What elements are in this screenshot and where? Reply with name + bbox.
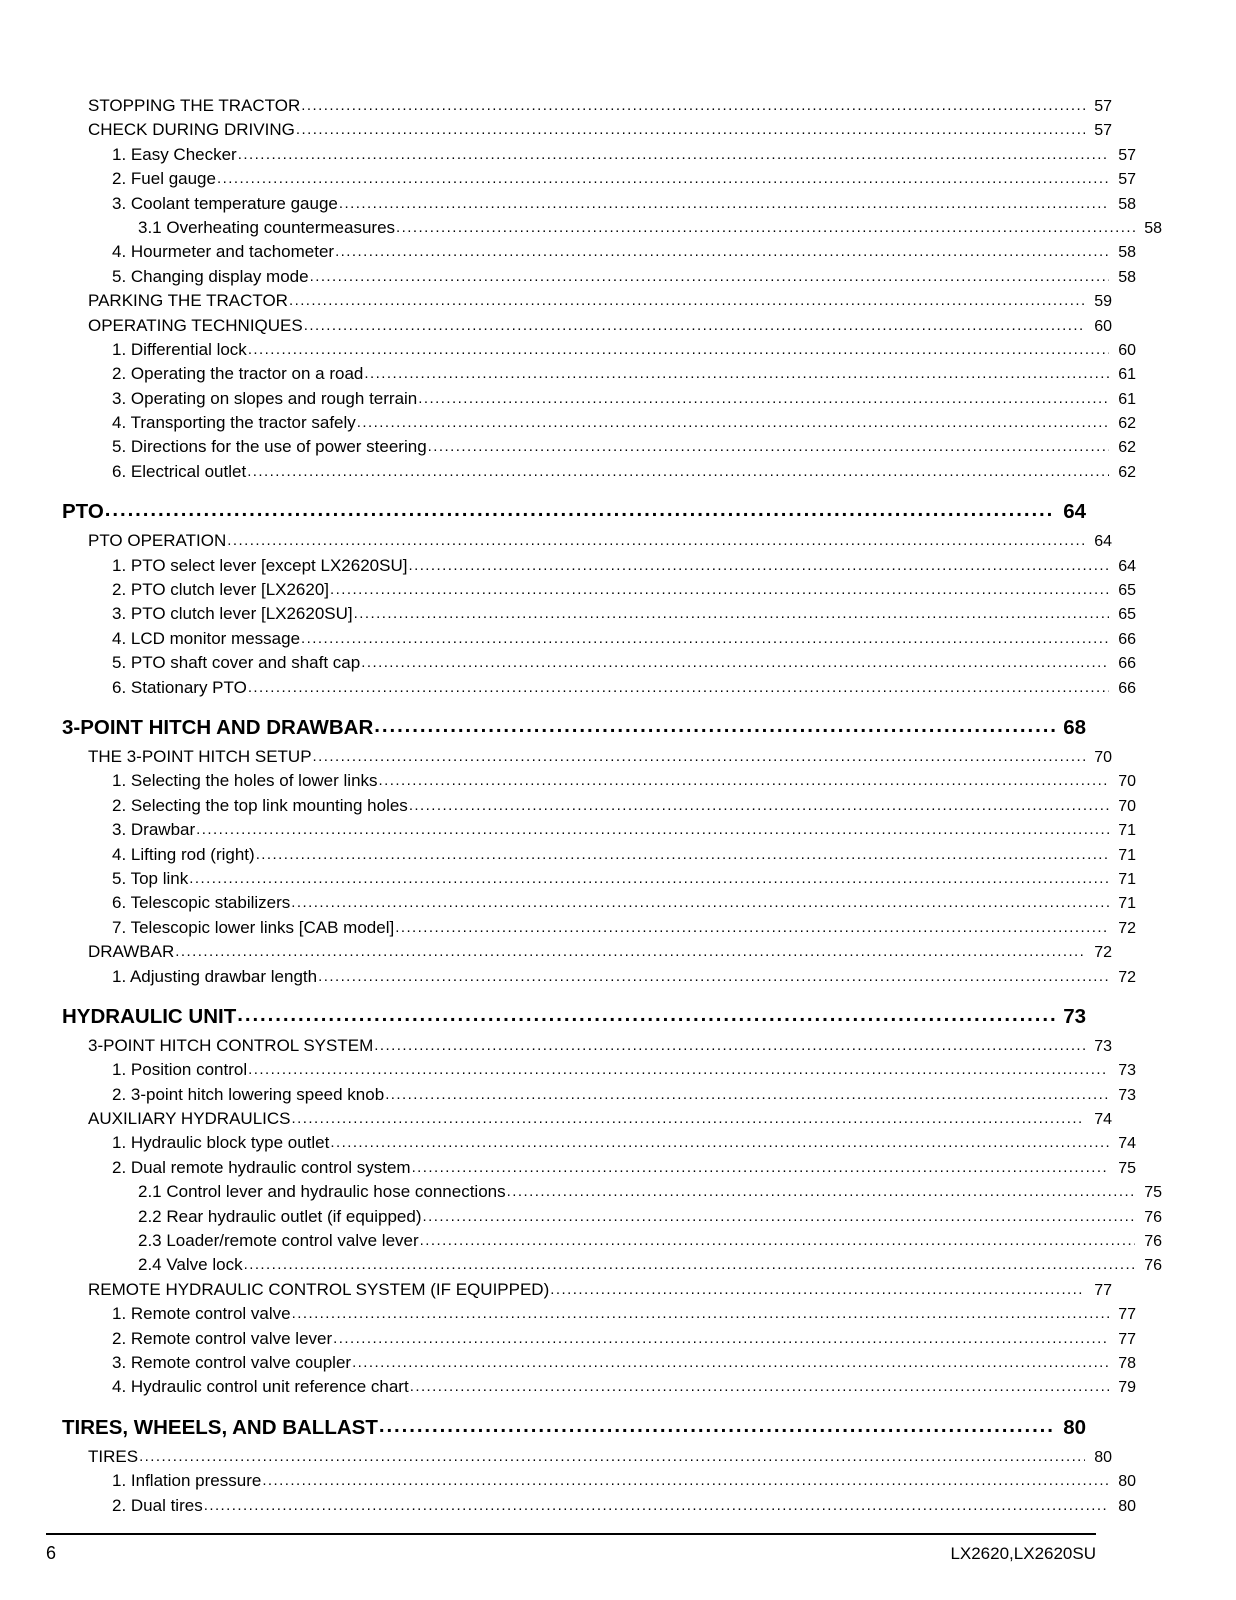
toc-entry-page-number: 70 bbox=[1094, 748, 1112, 766]
toc-entry[interactable] bbox=[62, 1005, 1086, 1036]
toc-entry-page-number: 62 bbox=[1118, 439, 1136, 457]
toc-entry[interactable] bbox=[112, 845, 1136, 869]
toc-dot-leader bbox=[301, 98, 1085, 115]
toc-dot-leader bbox=[256, 847, 1109, 864]
toc-dot-leader bbox=[364, 366, 1109, 383]
toc-dot-leader bbox=[248, 680, 1109, 697]
toc-dot-leader bbox=[313, 749, 1085, 766]
toc-entry[interactable] bbox=[62, 1416, 1086, 1447]
toc-entry-label: 5. PTO shaft cover and shaft cap bbox=[112, 653, 361, 673]
toc-entry-label: 2.2 Rear hydraulic outlet (if equipped) bbox=[138, 1206, 422, 1226]
toc-entry[interactable] bbox=[112, 340, 1136, 364]
toc-entry-label: REMOTE HYDRAULIC CONTROL SYSTEM (IF EQUIPPED) bbox=[88, 1279, 550, 1299]
toc-entry-label: AUXILIARY HYDRAULICS bbox=[88, 1109, 291, 1129]
toc-entry-page-number: 76 bbox=[1144, 1257, 1162, 1275]
toc-dot-leader bbox=[409, 798, 1109, 815]
toc-entry-page-number: 71 bbox=[1118, 846, 1136, 864]
toc-entry-page-number: 72 bbox=[1118, 919, 1136, 937]
toc-dot-leader bbox=[418, 391, 1109, 408]
toc-entry-label: PTO OPERATION bbox=[88, 531, 227, 551]
toc-entry-label: 3-POINT HITCH AND DRAWBAR bbox=[62, 715, 374, 739]
toc-entry-page-number: 58 bbox=[1118, 195, 1136, 213]
toc-entry-page-number: 73 bbox=[1118, 1086, 1136, 1104]
toc-entry-label: TIRES bbox=[88, 1446, 139, 1466]
toc-entry-label: 2. Dual remote hydraulic control system bbox=[112, 1157, 411, 1177]
toc-dot-leader bbox=[428, 439, 1109, 456]
toc-entry-page-number: 77 bbox=[1118, 1306, 1136, 1324]
toc-entry-label: 6. Telescopic stabilizers bbox=[112, 893, 291, 913]
toc-entry[interactable] bbox=[112, 653, 1136, 677]
toc-dot-leader bbox=[244, 1257, 1135, 1274]
toc-dot-leader bbox=[310, 269, 1109, 286]
toc-entry[interactable] bbox=[112, 967, 1136, 991]
toc-entry-label: 4. Hourmeter and tachometer bbox=[112, 242, 335, 262]
toc-entry-page-number: 66 bbox=[1118, 630, 1136, 648]
toc-entry-page-number: 72 bbox=[1094, 944, 1112, 962]
toc-entry-label: 2. Dual tires bbox=[112, 1495, 203, 1515]
footer-page-number: 6 bbox=[46, 1543, 57, 1563]
toc-entry-page-number: 57 bbox=[1094, 98, 1112, 115]
toc-entry-page-number: 77 bbox=[1094, 1281, 1112, 1299]
toc-dot-leader bbox=[385, 1087, 1109, 1104]
toc-entry[interactable] bbox=[112, 413, 1136, 437]
toc-dot-leader bbox=[105, 500, 1055, 524]
toc-entry-page-number: 58 bbox=[1118, 244, 1136, 262]
toc-entry-label: 2. 3-point hitch lowering speed knob bbox=[112, 1084, 385, 1104]
toc-entry[interactable] bbox=[88, 96, 1112, 120]
toc-dot-leader bbox=[507, 1184, 1135, 1201]
toc-entry-label: 3. PTO clutch lever [LX2620SU] bbox=[112, 604, 353, 624]
toc-entry[interactable] bbox=[112, 1085, 1136, 1109]
toc-entry-label: 1. Inflation pressure bbox=[112, 1471, 262, 1491]
toc-entry-label: 1. Hydraulic block type outlet bbox=[112, 1133, 330, 1153]
toc-entry-label: 4. Transporting the tractor safely bbox=[112, 413, 356, 433]
toc-entry-label: 3. Remote control valve coupler bbox=[112, 1352, 352, 1372]
toc-entry-label: 1. Easy Checker bbox=[112, 144, 237, 164]
toc-dot-leader bbox=[318, 969, 1109, 986]
toc-dot-leader bbox=[395, 920, 1109, 937]
table-of-contents bbox=[62, 96, 1162, 1520]
toc-entry-label: TIRES, WHEELS, AND BALLAST bbox=[62, 1415, 378, 1439]
toc-entry[interactable] bbox=[138, 1182, 1162, 1206]
toc-entry[interactable] bbox=[88, 1280, 1112, 1304]
toc-entry-page-number: 80 bbox=[1063, 1415, 1086, 1439]
toc-entry-label: 6. Electrical outlet bbox=[112, 461, 247, 481]
toc-entry-page-number: 62 bbox=[1118, 415, 1136, 433]
toc-entry[interactable] bbox=[112, 242, 1136, 266]
toc-dot-leader bbox=[410, 1379, 1109, 1396]
toc-entry[interactable] bbox=[112, 1133, 1136, 1157]
page-footer bbox=[46, 1543, 1096, 1564]
toc-dot-leader bbox=[354, 606, 1109, 623]
toc-entry[interactable] bbox=[88, 747, 1112, 771]
toc-entry-page-number: 71 bbox=[1118, 870, 1136, 888]
toc-dot-leader bbox=[374, 716, 1055, 740]
toc-dot-leader bbox=[217, 171, 1109, 188]
toc-entry-label: 4. LCD monitor message bbox=[112, 628, 301, 648]
toc-entry-page-number: 75 bbox=[1118, 1159, 1136, 1177]
toc-entry[interactable] bbox=[138, 1231, 1162, 1255]
toc-entry[interactable] bbox=[112, 918, 1136, 942]
toc-entry-label: PTO bbox=[62, 500, 104, 524]
toc-entry-label: STOPPING THE TRACTOR bbox=[88, 96, 301, 115]
toc-entry-page-number: 57 bbox=[1094, 122, 1112, 140]
toc-dot-leader bbox=[289, 293, 1085, 310]
toc-entry-label: 3.1 Overheating countermeasures bbox=[138, 217, 396, 237]
toc-dot-leader bbox=[335, 244, 1109, 261]
toc-entry[interactable] bbox=[112, 1158, 1136, 1182]
toc-entry-page-number: 77 bbox=[1118, 1330, 1136, 1348]
toc-entry-page-number: 57 bbox=[1118, 146, 1136, 164]
toc-entry-page-number: 57 bbox=[1118, 171, 1136, 189]
toc-entry-label: OPERATING TECHNIQUES bbox=[88, 315, 303, 335]
toc-dot-leader bbox=[238, 147, 1109, 164]
toc-entry-page-number: 74 bbox=[1094, 1111, 1112, 1129]
toc-entry-page-number: 70 bbox=[1118, 797, 1136, 815]
toc-dot-leader bbox=[412, 1160, 1109, 1177]
toc-dot-leader bbox=[361, 655, 1109, 672]
toc-entry-label: 2.4 Valve lock bbox=[138, 1255, 243, 1275]
toc-entry[interactable] bbox=[112, 604, 1136, 628]
toc-entry-page-number: 78 bbox=[1118, 1354, 1136, 1372]
toc-entry[interactable] bbox=[88, 120, 1112, 144]
toc-entry-page-number: 73 bbox=[1094, 1037, 1112, 1055]
toc-entry-page-number: 76 bbox=[1144, 1233, 1162, 1251]
toc-entry-label: 2. PTO clutch lever [LX2620] bbox=[112, 580, 330, 600]
toc-entry-label: 7. Telescopic lower links [CAB model] bbox=[112, 917, 395, 937]
toc-dot-leader bbox=[196, 822, 1109, 839]
toc-entry-page-number: 80 bbox=[1118, 1473, 1136, 1491]
toc-entry-label: 2. Remote control valve lever bbox=[112, 1328, 333, 1348]
toc-entry-label: DRAWBAR bbox=[88, 942, 175, 962]
toc-entry-label: 3-POINT HITCH CONTROL SYSTEM bbox=[88, 1035, 374, 1055]
toc-entry-label: 1. PTO select lever [except LX2620SU] bbox=[112, 555, 408, 575]
toc-entry-page-number: 58 bbox=[1118, 268, 1136, 286]
toc-entry-page-number: 65 bbox=[1118, 606, 1136, 624]
toc-entry[interactable] bbox=[112, 1471, 1136, 1495]
toc-entry[interactable] bbox=[112, 580, 1136, 604]
toc-entry-label: 5. Changing display mode bbox=[112, 266, 309, 286]
toc-entry-page-number: 76 bbox=[1144, 1208, 1162, 1226]
toc-entry[interactable] bbox=[112, 267, 1136, 291]
toc-entry-page-number: 59 bbox=[1094, 293, 1112, 311]
toc-entry[interactable] bbox=[112, 771, 1136, 795]
toc-entry[interactable] bbox=[112, 678, 1136, 702]
toc-dot-leader bbox=[333, 1331, 1109, 1348]
toc-entry[interactable] bbox=[138, 1207, 1162, 1231]
toc-dot-leader bbox=[301, 631, 1109, 648]
footer-model-name: LX2620,LX2620SU bbox=[950, 1544, 1096, 1563]
toc-entry-page-number: 58 bbox=[1144, 219, 1162, 237]
toc-entry-page-number: 75 bbox=[1144, 1184, 1162, 1202]
footer-divider bbox=[46, 1533, 1096, 1535]
toc-dot-leader bbox=[379, 1416, 1055, 1440]
toc-entry-page-number: 68 bbox=[1063, 715, 1086, 739]
toc-entry-label: 2.1 Control lever and hydraulic hose connections bbox=[138, 1182, 506, 1202]
toc-dot-leader bbox=[374, 1038, 1085, 1055]
toc-entry[interactable] bbox=[112, 893, 1136, 917]
toc-entry[interactable] bbox=[88, 291, 1112, 315]
toc-entry-page-number: 64 bbox=[1063, 500, 1086, 524]
toc-entry[interactable] bbox=[112, 796, 1136, 820]
toc-entry-label: 1. Selecting the holes of lower links bbox=[112, 771, 378, 791]
toc-entry-label: 1. Position control bbox=[112, 1060, 248, 1080]
toc-entry-page-number: 66 bbox=[1118, 655, 1136, 673]
toc-entry-page-number: 60 bbox=[1118, 341, 1136, 359]
toc-dot-leader bbox=[330, 1135, 1109, 1152]
toc-dot-leader bbox=[175, 944, 1085, 961]
toc-entry-page-number: 62 bbox=[1118, 463, 1136, 481]
toc-entry[interactable] bbox=[112, 869, 1136, 893]
toc-dot-leader bbox=[296, 122, 1085, 139]
toc-entry[interactable] bbox=[112, 1377, 1136, 1401]
toc-entry-label: 3. Operating on slopes and rough terrain bbox=[112, 388, 418, 408]
toc-dot-leader bbox=[550, 1282, 1085, 1299]
toc-entry-label: 4. Hydraulic control unit reference chart bbox=[112, 1377, 409, 1397]
toc-entry[interactable] bbox=[88, 316, 1112, 340]
toc-entry-label: CHECK DURING DRIVING bbox=[88, 120, 295, 140]
toc-entry-label: 1. Adjusting drawbar length bbox=[112, 966, 318, 986]
toc-entry-label: 6. Stationary PTO bbox=[112, 677, 247, 697]
toc-entry-page-number: 79 bbox=[1118, 1379, 1136, 1397]
toc-dot-leader bbox=[339, 196, 1109, 213]
toc-dot-leader bbox=[139, 1449, 1085, 1466]
toc-dot-leader bbox=[262, 1473, 1109, 1490]
toc-entry-page-number: 71 bbox=[1118, 822, 1136, 840]
toc-entry-page-number: 71 bbox=[1118, 895, 1136, 913]
toc-entry-label: 5. Top link bbox=[112, 868, 189, 888]
toc-entry-label: 1. Remote control valve bbox=[112, 1304, 291, 1324]
toc-entry-label: THE 3-POINT HITCH SETUP bbox=[88, 746, 312, 766]
toc-dot-leader bbox=[396, 220, 1135, 237]
toc-entry-page-number: 80 bbox=[1118, 1497, 1136, 1515]
toc-entry[interactable] bbox=[112, 1496, 1136, 1520]
toc-dot-leader bbox=[237, 1005, 1055, 1029]
toc-entry-page-number: 66 bbox=[1118, 679, 1136, 697]
toc-entry[interactable] bbox=[112, 820, 1136, 844]
toc-dot-leader bbox=[247, 464, 1109, 481]
toc-entry-page-number: 61 bbox=[1118, 390, 1136, 408]
toc-entry[interactable] bbox=[112, 556, 1136, 580]
toc-entry-label: 2.3 Loader/remote control valve lever bbox=[138, 1231, 419, 1251]
toc-entry-page-number: 65 bbox=[1118, 582, 1136, 600]
toc-entry[interactable] bbox=[112, 1060, 1136, 1084]
toc-entry[interactable] bbox=[62, 500, 1086, 531]
toc-entry-label: 2. Selecting the top link mounting holes bbox=[112, 795, 408, 815]
toc-entry-page-number: 61 bbox=[1118, 366, 1136, 384]
toc-entry[interactable] bbox=[138, 1255, 1162, 1279]
toc-entry-label: 3. Coolant temperature gauge bbox=[112, 193, 338, 213]
toc-entry[interactable] bbox=[112, 462, 1136, 486]
toc-entry[interactable] bbox=[88, 531, 1112, 555]
toc-entry-page-number: 60 bbox=[1094, 317, 1112, 335]
toc-entry[interactable] bbox=[138, 218, 1162, 242]
toc-dot-leader bbox=[248, 342, 1109, 359]
toc-dot-leader bbox=[292, 1306, 1109, 1323]
toc-dot-leader bbox=[330, 582, 1109, 599]
toc-dot-leader bbox=[357, 415, 1109, 432]
toc-dot-leader bbox=[248, 1062, 1109, 1079]
toc-entry-label: PARKING THE TRACTOR bbox=[88, 291, 288, 311]
toc-dot-leader bbox=[227, 533, 1085, 550]
toc-entry[interactable] bbox=[112, 364, 1136, 388]
toc-entry[interactable] bbox=[112, 437, 1136, 461]
toc-entry-page-number: 72 bbox=[1118, 968, 1136, 986]
toc-dot-leader bbox=[204, 1498, 1109, 1515]
toc-entry[interactable] bbox=[112, 1304, 1136, 1328]
toc-entry-page-number: 70 bbox=[1118, 773, 1136, 791]
toc-dot-leader bbox=[379, 773, 1109, 790]
toc-entry[interactable] bbox=[112, 145, 1136, 169]
toc-entry[interactable] bbox=[112, 169, 1136, 193]
toc-entry[interactable] bbox=[112, 1353, 1136, 1377]
toc-entry-page-number: 73 bbox=[1118, 1062, 1136, 1080]
toc-entry-label: 2. Operating the tractor on a road bbox=[112, 364, 364, 384]
toc-dot-leader bbox=[292, 1111, 1086, 1128]
toc-entry[interactable] bbox=[112, 629, 1136, 653]
toc-entry[interactable] bbox=[112, 1329, 1136, 1353]
toc-dot-leader bbox=[291, 895, 1109, 912]
toc-entry-page-number: 64 bbox=[1118, 557, 1136, 575]
toc-entry-label: 1. Differential lock bbox=[112, 339, 247, 359]
toc-entry-label: 5. Directions for the use of power steering bbox=[112, 437, 427, 457]
toc-entry-label: HYDRAULIC UNIT bbox=[62, 1004, 237, 1028]
toc-entry-page-number: 64 bbox=[1094, 533, 1112, 551]
toc-entry[interactable] bbox=[88, 942, 1112, 966]
toc-dot-leader bbox=[352, 1355, 1109, 1372]
toc-dot-leader bbox=[304, 318, 1085, 335]
toc-entry-page-number: 74 bbox=[1118, 1135, 1136, 1153]
toc-dot-leader bbox=[420, 1233, 1135, 1250]
toc-entry[interactable] bbox=[88, 1447, 1112, 1471]
toc-entry[interactable] bbox=[88, 1109, 1112, 1133]
toc-entry[interactable] bbox=[62, 716, 1086, 747]
toc-entry-label: 3. Drawbar bbox=[112, 820, 196, 840]
toc-dot-leader bbox=[189, 871, 1109, 888]
toc-entry-page-number: 73 bbox=[1063, 1004, 1086, 1028]
toc-dot-leader bbox=[408, 558, 1109, 575]
toc-entry[interactable] bbox=[88, 1036, 1112, 1060]
toc-entry-label: 2. Fuel gauge bbox=[112, 169, 216, 189]
toc-entry-page-number: 80 bbox=[1094, 1448, 1112, 1466]
toc-entry-label: 4. Lifting rod (right) bbox=[112, 844, 255, 864]
toc-entry[interactable] bbox=[112, 194, 1136, 218]
toc-entry[interactable] bbox=[112, 389, 1136, 413]
toc-dot-leader bbox=[423, 1209, 1136, 1226]
